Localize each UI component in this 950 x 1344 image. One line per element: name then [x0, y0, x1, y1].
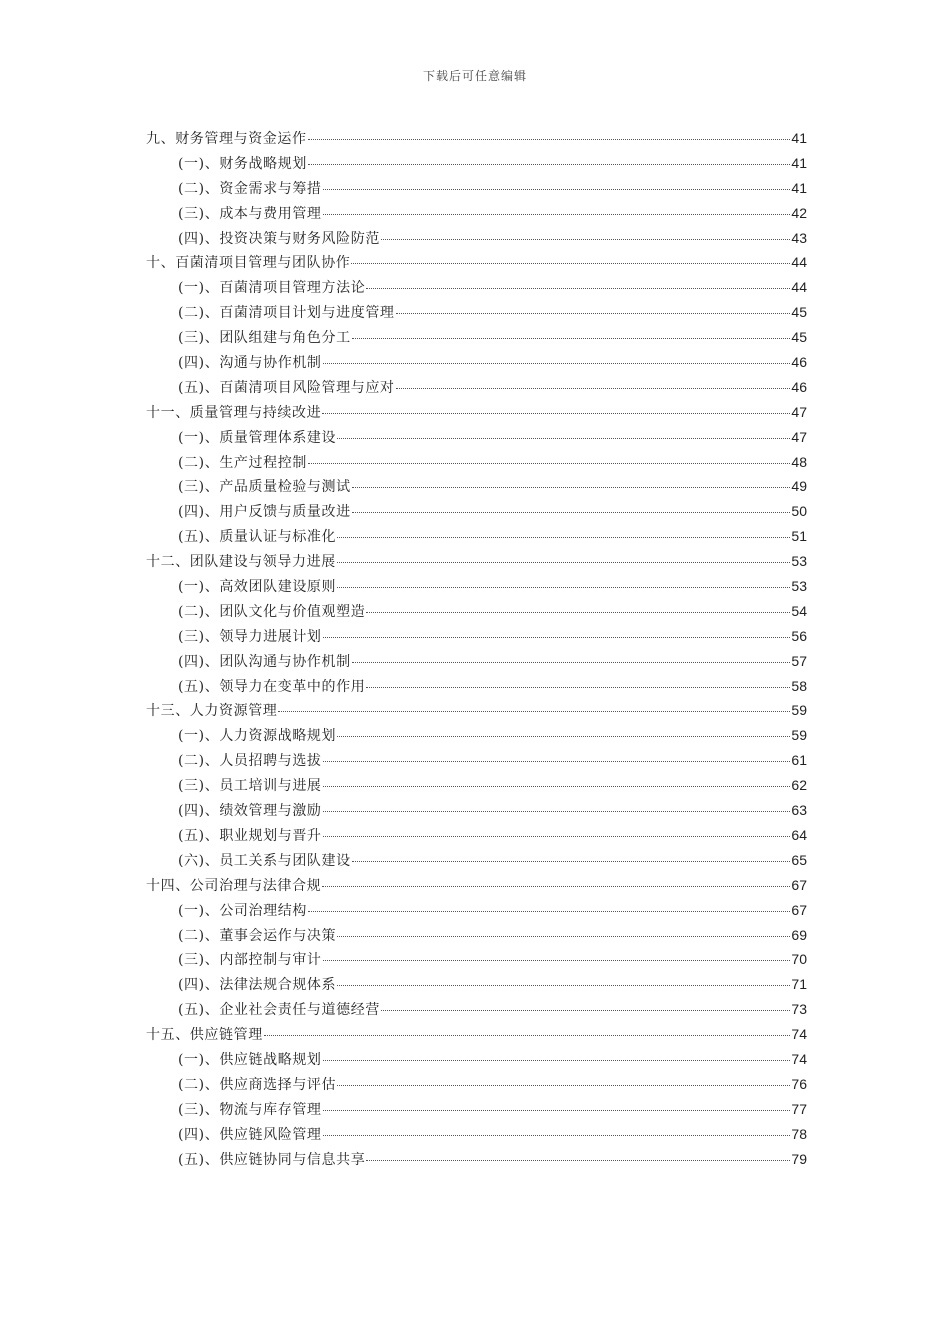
toc-entry-label: (四)、绩效管理与激励: [178, 803, 322, 820]
toc-page-number: 78: [791, 1125, 807, 1142]
toc-section-entry[interactable]: [146, 624, 807, 649]
toc-entry-label: (四)、法律法规合规体系: [178, 977, 337, 994]
toc-entry-label: (五)、企业社会责任与道德经营: [178, 1002, 380, 1019]
toc-entry-label: (一)、公司治理结构: [178, 902, 307, 919]
toc-page-number: 79: [791, 1150, 807, 1167]
toc-page-number: 51: [791, 528, 807, 545]
toc-page-number: 59: [791, 702, 807, 719]
toc-dot-leader: [323, 213, 791, 215]
toc-entry-label: (四)、投资决策与财务风险防范: [178, 230, 380, 247]
toc-entry-label: (五)、职业规划与晋升: [178, 827, 322, 844]
toc-page-number: 64: [791, 826, 807, 843]
toc-dot-leader: [352, 337, 791, 339]
toc-dot-leader: [352, 860, 791, 862]
toc-dot-leader: [323, 959, 791, 961]
toc-entry-label: (三)、物流与库存管理: [178, 1101, 322, 1118]
toc-section-entry[interactable]: [146, 773, 807, 798]
toc-page-number: 77: [791, 1100, 807, 1117]
toc-dot-leader: [308, 910, 790, 912]
toc-section-entry[interactable]: [146, 1047, 807, 1072]
toc-section-entry[interactable]: [146, 151, 807, 176]
toc-page-number: 47: [791, 428, 807, 445]
toc-section-entry[interactable]: [146, 524, 807, 549]
toc-entry-label: (一)、百菌清项目管理方法论: [178, 280, 366, 297]
toc-dot-leader: [308, 138, 791, 140]
toc-page-number: 41: [791, 154, 807, 171]
toc-dot-leader: [323, 362, 791, 364]
toc-page-number: 45: [791, 329, 807, 346]
toc-chapter-entry[interactable]: [146, 1022, 807, 1047]
toc-entry-label: (三)、成本与费用管理: [178, 205, 322, 222]
toc-entry-label: 十一、质量管理与持续改进: [146, 404, 322, 421]
toc-page-number: 41: [791, 130, 807, 146]
toc-section-entry[interactable]: [146, 450, 807, 475]
toc-page-number: 46: [791, 378, 807, 395]
toc-page-number: 49: [791, 478, 807, 495]
toc-dot-leader: [323, 835, 791, 837]
toc-dot-leader: [381, 1009, 790, 1011]
toc-page-number: 56: [791, 627, 807, 644]
toc-dot-leader: [278, 710, 790, 712]
toc-dot-leader: [337, 935, 790, 937]
toc-section-entry[interactable]: [146, 848, 807, 873]
toc-entry-label: (二)、资金需求与筹措: [178, 180, 322, 197]
toc-section-entry[interactable]: [146, 674, 807, 699]
toc-dot-leader: [352, 661, 791, 663]
page-header: 下载后可任意编辑: [422, 69, 527, 83]
toc-entry-label: 十、百菌清项目管理与团队协作: [146, 255, 351, 272]
toc-dot-leader: [308, 462, 790, 464]
toc-dot-leader: [337, 1084, 790, 1086]
toc-dot-leader: [322, 885, 790, 887]
toc-dot-leader: [351, 262, 790, 264]
toc-entry-label: (三)、产品质量检验与测试: [178, 479, 351, 496]
toc-page-number: 41: [791, 179, 807, 196]
toc-entry-label: (二)、供应商选择与评估: [178, 1076, 337, 1093]
toc-section-entry[interactable]: [146, 1097, 807, 1122]
toc-dot-leader: [323, 1059, 791, 1061]
toc-dot-leader: [323, 1109, 791, 1111]
toc-section-entry[interactable]: [146, 947, 807, 972]
toc-section-entry[interactable]: [146, 425, 807, 450]
toc-page-number: 71: [791, 976, 807, 993]
toc-dot-leader: [322, 412, 790, 414]
toc-page-number: 48: [791, 453, 807, 470]
toc-dot-leader: [352, 511, 791, 513]
toc-page-number: 47: [791, 403, 807, 420]
toc-section-entry[interactable]: [146, 723, 807, 748]
toc-entry-label: (三)、团队组建与角色分工: [178, 330, 351, 347]
toc-entry-label: (三)、领导力进展计划: [178, 628, 322, 645]
toc-entry-label: 十四、公司治理与法律合规: [146, 877, 322, 894]
toc-page-number: 67: [791, 876, 807, 893]
toc-page-number: 65: [791, 851, 807, 868]
toc-page-number: 74: [791, 1026, 807, 1043]
toc-dot-leader: [337, 735, 790, 737]
toc-section-entry[interactable]: [146, 325, 807, 350]
toc-section-entry[interactable]: [146, 300, 807, 325]
toc-page-number: 53: [791, 553, 807, 570]
toc-entry-label: (五)、百菌清项目风险管理与应对: [178, 379, 395, 396]
toc-entry-label: 九、财务管理与资金运作: [146, 131, 307, 147]
toc-dot-leader: [323, 1134, 791, 1136]
toc-entry-label: (二)、生产过程控制: [178, 454, 307, 471]
toc-page-number: 44: [791, 279, 807, 296]
toc-entry-label: (五)、领导力在变革中的作用: [178, 678, 366, 695]
toc-entry-label: (五)、供应链协同与信息共享: [178, 1151, 366, 1168]
toc-dot-leader: [337, 984, 790, 986]
toc-entry-label: (二)、董事会运作与决策: [178, 927, 337, 944]
toc-dot-leader: [352, 486, 791, 488]
toc-dot-leader: [337, 586, 790, 588]
toc-entry-label: (四)、沟通与协作机制: [178, 355, 322, 372]
toc-page-number: 42: [791, 204, 807, 221]
toc-section-entry[interactable]: [146, 599, 807, 624]
toc-page-number: 59: [791, 727, 807, 744]
toc-section-entry[interactable]: [146, 350, 807, 375]
toc-dot-leader: [366, 1159, 790, 1161]
toc-dot-leader: [323, 188, 791, 190]
toc-entry-label: (三)、内部控制与审计: [178, 952, 322, 969]
toc-section-entry[interactable]: [146, 798, 807, 823]
toc-dot-leader: [337, 536, 790, 538]
table-of-contents: [146, 126, 807, 1171]
toc-dot-leader: [323, 810, 791, 812]
toc-page-number: 53: [791, 578, 807, 595]
toc-dot-leader: [337, 561, 791, 563]
toc-section-entry[interactable]: [146, 748, 807, 773]
toc-entry-label: (一)、质量管理体系建设: [178, 429, 337, 446]
toc-section-entry[interactable]: [146, 176, 807, 201]
toc-page-number: 70: [791, 951, 807, 968]
toc-dot-leader: [396, 387, 791, 389]
toc-entry-label: 十五、供应链管理: [146, 1027, 263, 1044]
toc-page-number: 61: [791, 752, 807, 769]
toc-section-entry[interactable]: [146, 201, 807, 226]
toc-dot-leader: [396, 312, 791, 314]
toc-section-entry[interactable]: [146, 649, 807, 674]
toc-entry-label: 十二、团队建设与领导力进展: [146, 554, 336, 571]
toc-page-number: 73: [791, 1001, 807, 1018]
toc-section-entry[interactable]: [146, 499, 807, 524]
toc-entry-label: (一)、财务战略规划: [178, 155, 307, 172]
toc-entry-label: (二)、人员招聘与选拔: [178, 753, 322, 770]
toc-dot-leader: [366, 686, 790, 688]
toc-dot-leader: [337, 437, 790, 439]
toc-section-entry[interactable]: [146, 574, 807, 599]
toc-entry-label: 十三、人力资源管理: [146, 703, 278, 720]
toc-page-number: 45: [791, 304, 807, 321]
toc-dot-leader: [323, 785, 791, 787]
toc-page-number: 50: [791, 503, 807, 520]
toc-section-entry[interactable]: [146, 898, 807, 923]
toc-entry-label: (四)、团队沟通与协作机制: [178, 653, 351, 670]
toc-page-number: 62: [791, 777, 807, 794]
toc-section-entry[interactable]: [146, 275, 807, 300]
toc-entry-label: (二)、团队文化与价值观塑造: [178, 603, 366, 620]
toc-chapter-entry[interactable]: [146, 549, 807, 574]
toc-section-entry[interactable]: [146, 997, 807, 1022]
toc-dot-leader: [264, 1034, 791, 1036]
toc-chapter-entry[interactable]: [146, 873, 807, 898]
toc-section-entry[interactable]: [146, 375, 807, 400]
toc-dot-leader: [308, 163, 790, 165]
toc-entry-label: (二)、百菌清项目计划与进度管理: [178, 305, 395, 322]
toc-dot-leader: [323, 760, 791, 762]
toc-page-number: 43: [791, 229, 807, 246]
toc-chapter-entry[interactable]: [146, 250, 807, 275]
toc-page-number: 46: [791, 354, 807, 371]
toc-page-number: 54: [791, 602, 807, 619]
toc-entry-label: (一)、高效团队建设原则: [178, 579, 337, 596]
toc-entry-label: (三)、员工培训与进展: [178, 778, 322, 795]
toc-page-number: 69: [791, 926, 807, 943]
toc-dot-leader: [366, 287, 790, 289]
toc-page-number: 57: [791, 652, 807, 669]
toc-entry-label: (五)、质量认证与标准化: [178, 529, 337, 546]
toc-entry-label: (四)、供应链风险管理: [178, 1126, 322, 1143]
toc-page-number: 76: [791, 1075, 807, 1092]
toc-section-entry[interactable]: [146, 226, 807, 251]
toc-page-number: 63: [791, 802, 807, 819]
toc-section-entry[interactable]: [146, 1122, 807, 1147]
toc-entry-label: (六)、员工关系与团队建设: [178, 852, 351, 869]
toc-page-number: 44: [791, 254, 807, 271]
toc-section-entry[interactable]: [146, 923, 807, 948]
toc-section-entry[interactable]: [146, 1147, 807, 1172]
toc-page-number: 58: [791, 677, 807, 694]
toc-dot-leader: [366, 611, 790, 613]
toc-section-entry[interactable]: [146, 972, 807, 997]
toc-section-entry[interactable]: [146, 1072, 807, 1097]
toc-section-entry[interactable]: [146, 474, 807, 499]
toc-page-number: 67: [791, 901, 807, 918]
toc-entry-label: (一)、供应链战略规划: [178, 1051, 322, 1068]
toc-chapter-entry[interactable]: [146, 400, 807, 425]
toc-entry-label: (一)、人力资源战略规划: [178, 728, 337, 745]
toc-dot-leader: [381, 238, 790, 240]
toc-dot-leader: [323, 636, 791, 638]
toc-entry-label: (四)、用户反馈与质量改进: [178, 504, 351, 521]
toc-chapter-entry[interactable]: [146, 698, 807, 723]
toc-chapter-entry[interactable]: [146, 126, 807, 151]
toc-page-number: 74: [791, 1050, 807, 1067]
toc-section-entry[interactable]: [146, 823, 807, 848]
